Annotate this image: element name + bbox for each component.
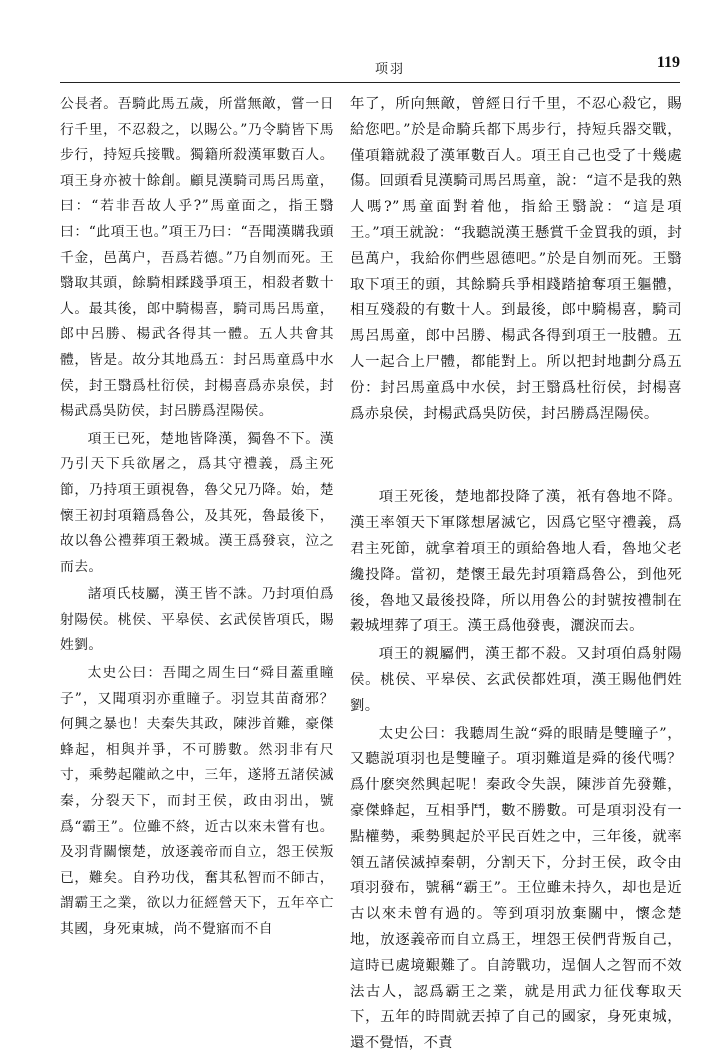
classical-paragraph-4: 太史公曰：吾聞之周生曰“舜目蓋重瞳子”，又聞項羽亦重瞳子。羽豈其苗裔邪？何興之暴也！夫秦失其政，陳涉首難，豪傑蜂起，相與并爭，不可勝數。然羽非有尺寸，乘勢起隴畝之中，三年，遂將五諸侯滅秦，分裂天下，而封王侯，政由羽出，號爲“霸王”。位雖不終，近古以來未嘗有也。及羽背關懷楚，放逐義帝而自立，怨王侯叛已，難矣。自矜功伐，奮其私智而不師古，謂霸王之業，欲以力征經營天下，五年卒亡其國，身死東城，尚不覺寤而不自 (60, 665, 334, 937)
running-title: 项羽 (374, 62, 405, 77)
modern-paragraph-3: 項王的親屬們，漢王都不殺。又封項伯爲射陽侯。桃侯、平皋侯、玄武侯都姓項，漢王賜他們姓劉。 (350, 646, 682, 714)
classical-paragraph-3: 諸項氏枝屬，漢王皆不誅。乃封項伯爲射陽侯。桃侯、平皋侯、玄武侯皆項氏，賜姓劉。 (60, 586, 334, 654)
paragraph-gap (350, 427, 682, 485)
modern-paragraph-1: 年了，所向無敵，曾經日行千里，不忍心殺它，賜給您吧。”於是命騎兵都下馬步行，持短兵器交戰，僅項籍就殺了漢軍數百人。項王自己也受了十幾處傷。回頭看見漢騎司馬呂馬童，說：“這不是我的熟人嗎?”馬童面對着他，指給王翳說：“這是項王。”項王就說：“我聽説漢王懸賞千金買我的頭，封邑萬户，我給你們些恩德吧。”於是自刎而死。王翳取下項王的頭，其餘騎兵爭相踐踏搶奪項王軀體，相互殘殺的有數十人。到最後，郎中騎楊喜，騎司馬呂馬童，郎中呂勝、楊武各得到項王一肢體。五人一起合上尸體，都能對上。所以把封地劃分爲五份：封呂馬童爲中水侯，封王翳爲杜衍侯，封楊喜爲赤泉侯，封楊武爲吳防侯，封呂勝爲涅陽侯。 (350, 96, 682, 422)
modern-translation-column (350, 92, 682, 1052)
page-header (60, 44, 680, 84)
classical-paragraph-1: 公長者。吾騎此馬五歲，所當無敵，嘗一日行千里，不忍殺之，以賜公。”乃令騎皆下馬步行，持短兵接戰。獨籍所殺漢軍數百人。項王身亦被十餘創。顧見漢騎司馬呂馬童，曰：“若非吾故人乎?”馬童面之，指王翳曰：“此項王也。”項王乃曰：“吾聞漢購我頭千金，邑萬户，吾爲若德。”乃自刎而死。王翳取其頭，餘騎相蹂踐爭項王，相殺者數十人。最其後，郎中騎楊喜，騎司馬呂馬童，郎中呂勝、楊武各得其一體。五人共會其體，皆是。故分其地爲五：封呂馬童爲中水侯，封王翳爲杜衍侯，封楊喜爲赤泉侯，封楊武爲吳防侯，封呂勝爲涅陽侯。 (60, 96, 334, 420)
header-rule (60, 82, 680, 83)
classical-paragraph-2: 項王已死，楚地皆降漢，獨魯不下。漢乃引天下兵欲屠之，爲其守禮義，爲主死節，乃持項王頭視魯，魯父兄乃降。始，楚懷王初封項籍爲魯公，及其死，魯最後下，故以魯公禮葬項王穀城。漢王爲發哀，泣之而去。 (60, 430, 334, 575)
classical-text-column (60, 92, 334, 972)
modern-paragraph-4: 太史公曰：我聽周生說“舜的眼睛是雙瞳子”，又聽説項羽也是雙瞳子。項羽難道是舜的後代嗎？爲什麽突然興起呢！秦政令失誤，陳涉首先發難，豪傑蜂起，互相爭鬥，數不勝數。可是項羽没有一點權勢，乘勢興起於平民百姓之中，三年後，就率領五諸侯滅掉秦朝，分割天下，分封王侯，政令由項羽發布，號稱“霸王”。王位雖未持久，却也是近古以來未曾有過的。等到項羽放棄關中，懷念楚地，放逐義帝而自立爲王，埋怨王侯們背叛自己，這時已處境艱難了。自誇戰功，逞個人之智而不效法古人，認爲霸王之業，就是用武力征伐奪取天下，五年的時間就丟掉了自己的國家，身死東城，還不覺悟，不責 (350, 725, 682, 1052)
page-number: 119 (656, 54, 680, 71)
modern-paragraph-2: 項王死後，楚地都投降了漢，衹有魯地不降。漢王率領天下軍隊想屠滅它，因爲它堅守禮義，爲君主死節，就拿着項王的頭給魯地人看，魯地父老纔投降。當初，楚懷王最先封項籍爲魯公，到他死後，魯地又最後投降，所以用魯公的封號按禮制在穀城埋葬了項王。漢王爲他發喪，灑淚而去。 (350, 489, 682, 635)
